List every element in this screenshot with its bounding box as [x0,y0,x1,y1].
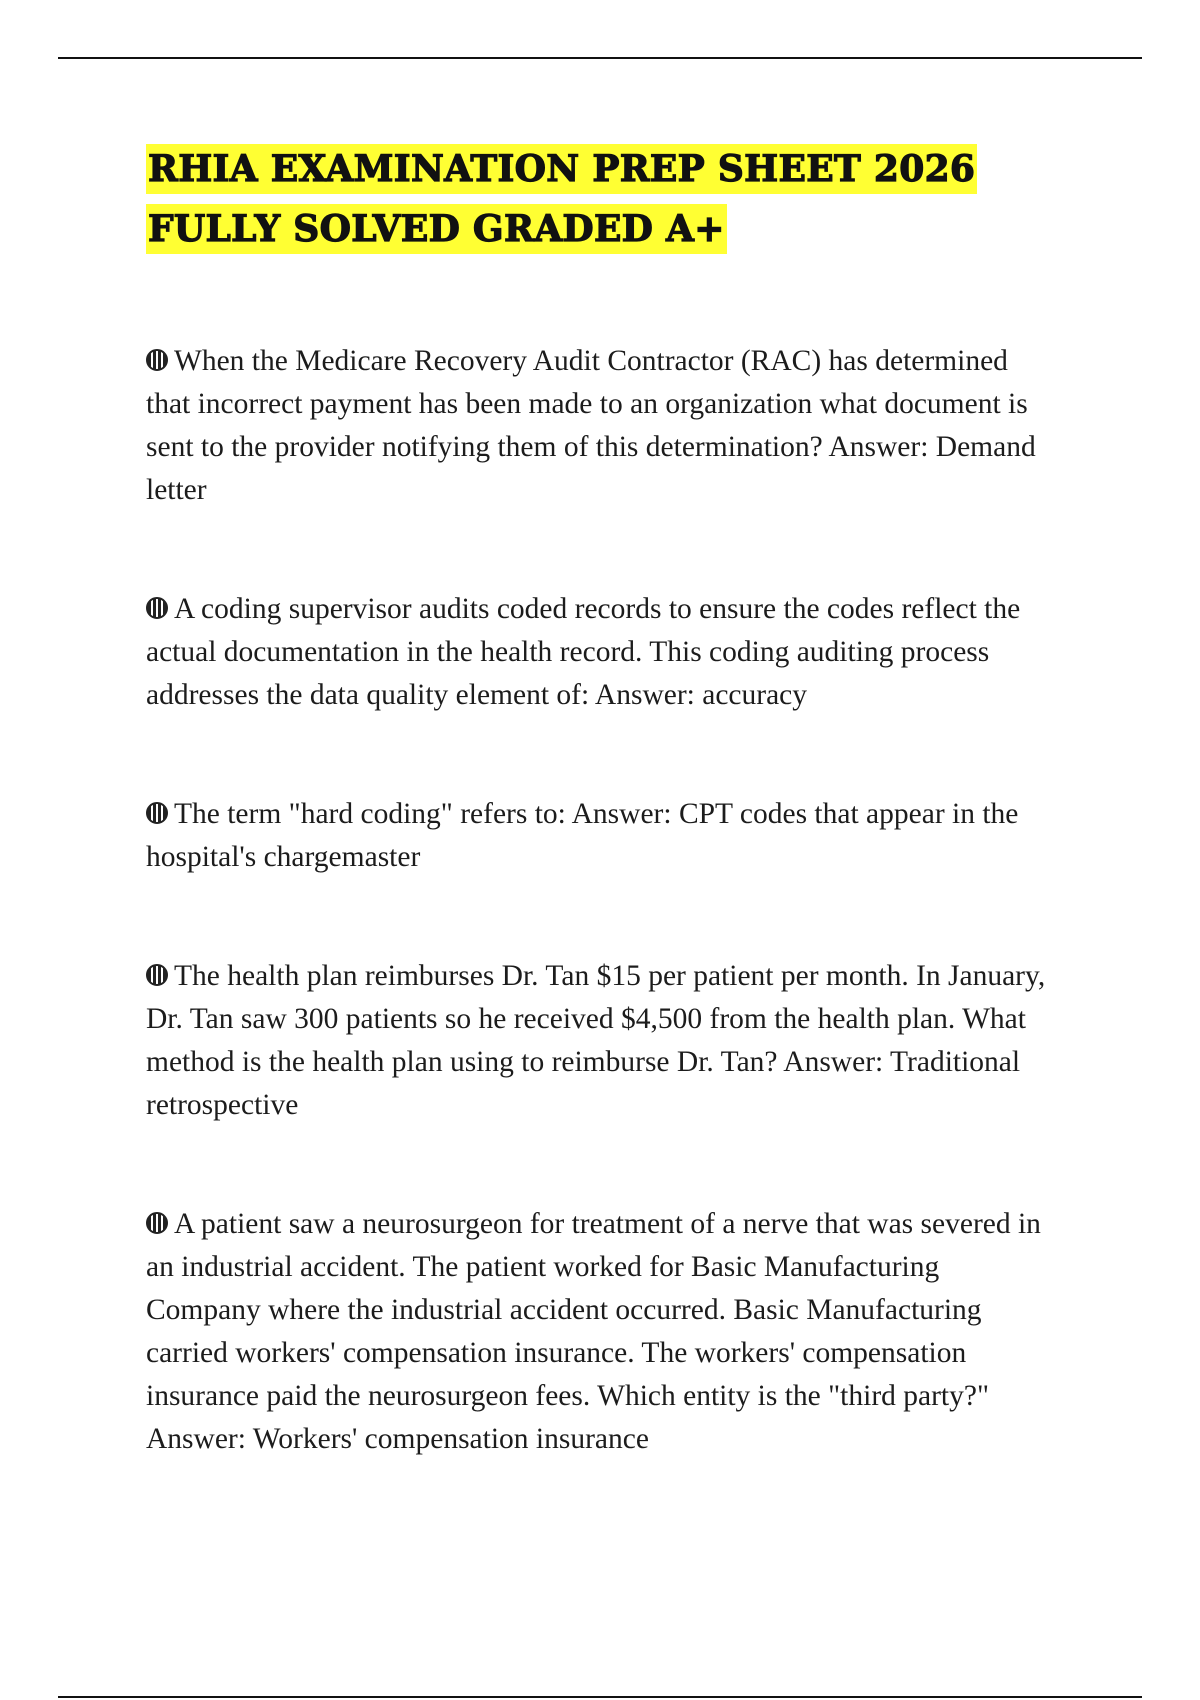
question-answer-list [146,340,1046,1461]
circle-striped-bullet-icon [146,349,168,371]
circle-striped-bullet-icon [146,802,168,824]
list-item [146,955,1046,1127]
bottom-divider [58,1696,1142,1698]
title-line-1: RHIA EXAMINATION PREP SHEET 2026 [146,144,977,194]
question-answer-text: A patient saw a neurosurgeon for treatment of a nerve that was severed in an industrial accident. The patient worked for Basic Manufacturing Company where the industrial accident occurred. Basic Manufacturing carried workers' compensation insurance. The workers' compensation insurance paid the neurosurgeon fees. Which entity is the "third party?" Answer: Workers' compensation insurance [146,1208,1041,1455]
list-item [146,588,1046,717]
title-line-2: FULLY SOLVED GRADED A+ [146,204,727,254]
circle-striped-bullet-icon [146,1212,168,1234]
list-item [146,340,1046,512]
question-answer-text: The health plan reimburses Dr. Tan $15 per patient per month. In January, Dr. Tan saw 300 patients so he received $4,500 from the health plan. What method is the health plan using to reimburse Dr. Tan? Answer: Traditional retrospective [146,960,1046,1121]
circle-striped-bullet-icon [146,964,168,986]
list-item [146,1203,1046,1461]
question-answer-text: When the Medicare Recovery Audit Contractor (RAC) has determined that incorrect payment has been made to an organization what document is sent to the provider notifying them of this determination? Answer: Demand letter [146,345,1036,506]
question-answer-text: The term "hard coding" refers to: Answer: CPT codes that appear in the hospital's chargemaster [146,798,1019,873]
list-item [146,793,1046,879]
document-title [146,144,1046,264]
circle-striped-bullet-icon [146,597,168,619]
top-divider [58,57,1142,59]
question-answer-text: A coding supervisor audits coded records to ensure the codes reflect the actual documentation in the health record. This coding auditing process addresses the data quality element of: Answer: accuracy [146,593,1021,711]
